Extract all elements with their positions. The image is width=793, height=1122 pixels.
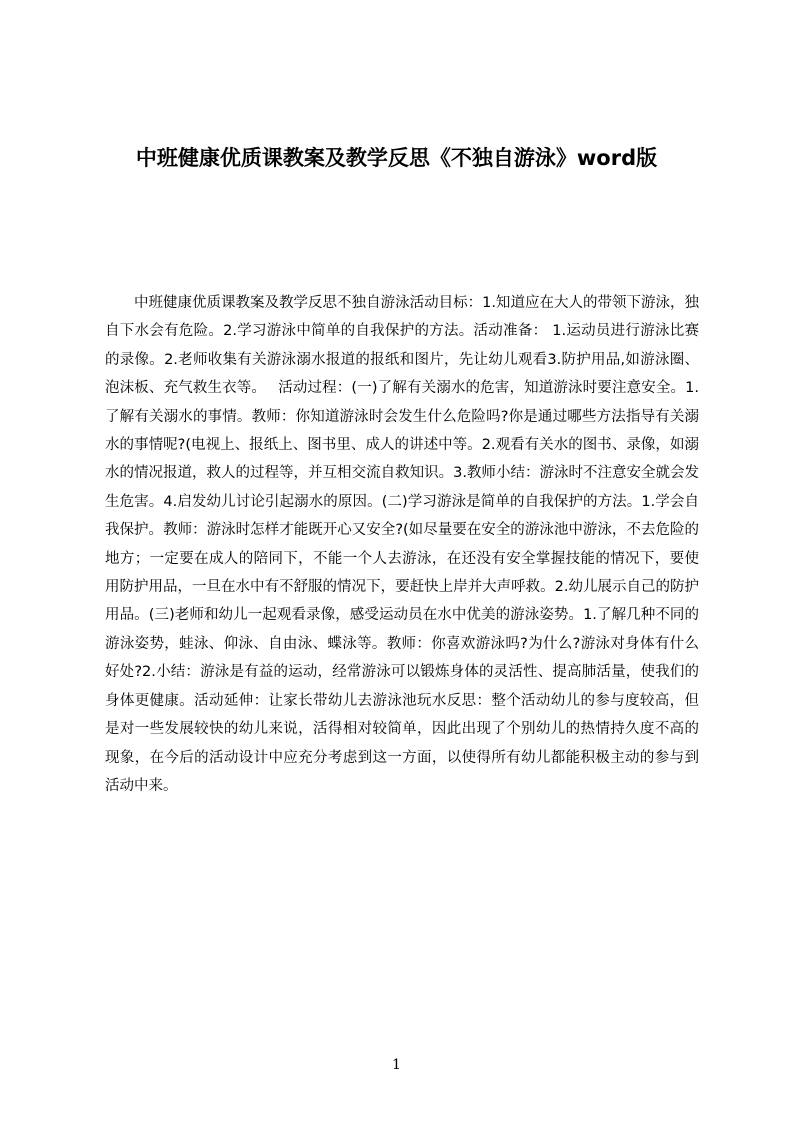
document-title: 中班健康优质课教案及教学反思《不独自游泳》word版 bbox=[135, 146, 658, 170]
page-number: 1 bbox=[392, 1057, 401, 1073]
document-body-paragraph: 中班健康优质课教案及教学反思不独自游泳活动目标：1.知道应在大人的带领下游泳，独自下水会有危险。2.学习游泳中简单的自我保护的方法。活动准备： 1.运动员进行游泳比赛的录像。2.老师收集有关游泳溺水报道的报纸和图片，先让幼儿观看3.防护用品,如游泳圈、泡沫板、充气救生衣等。 活动过程：(一)了解有关溺水的危害，知道游泳时要注意安全。1.了解有关溺水的事情。教师：你知道游泳时会发生什么危险吗?你是通过哪些方法指导有关溺水的事情呢?(电视上、报纸上、图书里、成人的讲述中等。2.观看有关水的图书、录像，如溺水的情况报道，救人的过程等，并互相交流自救知识。3.教师小结：游泳时不注意安全就会发生危害。4.启发幼儿讨论引起溺水的原因。(二)学习游泳是简单的自我保护的方法。1.学会自我保护。教师：游泳时怎样才能既开心又安全?(如尽量要在安全的游泳池中游泳，不去危险的地方；一定要在成人的陪同下，不能一个人去游泳，在还没有安全掌握技能的情况下，要使用防护用品，一旦在水中有不舒服的情况下，要赶快上岸并大声呼救。2.幼儿展示自己的防护用品。(三)老师和幼儿一起观看录像，感受运动员在水中优美的游泳姿势。1.了解几种不同的游泳姿势，蛙泳、仰泳、自由泳、蝶泳等。教师：你喜欢游泳吗?为什么?游泳对身体有什么好处?2.小结：游泳是有益的运动，经常游泳可以锻炼身体的灵活性、提高肺活量，使我们的身体更健康。活动延伸：让家长带幼儿去游泳池玩水反思：整个活动幼儿的参与度较高，但是对一些发展较快的幼儿来说，活得相对较简单，因此出现了个别幼儿的热情持久度不高的现象，在今后的活动设计中应充分考虑到这一方面，以使得所有幼儿都能积极主动的参与到活动中来。 bbox=[105, 295, 699, 794]
